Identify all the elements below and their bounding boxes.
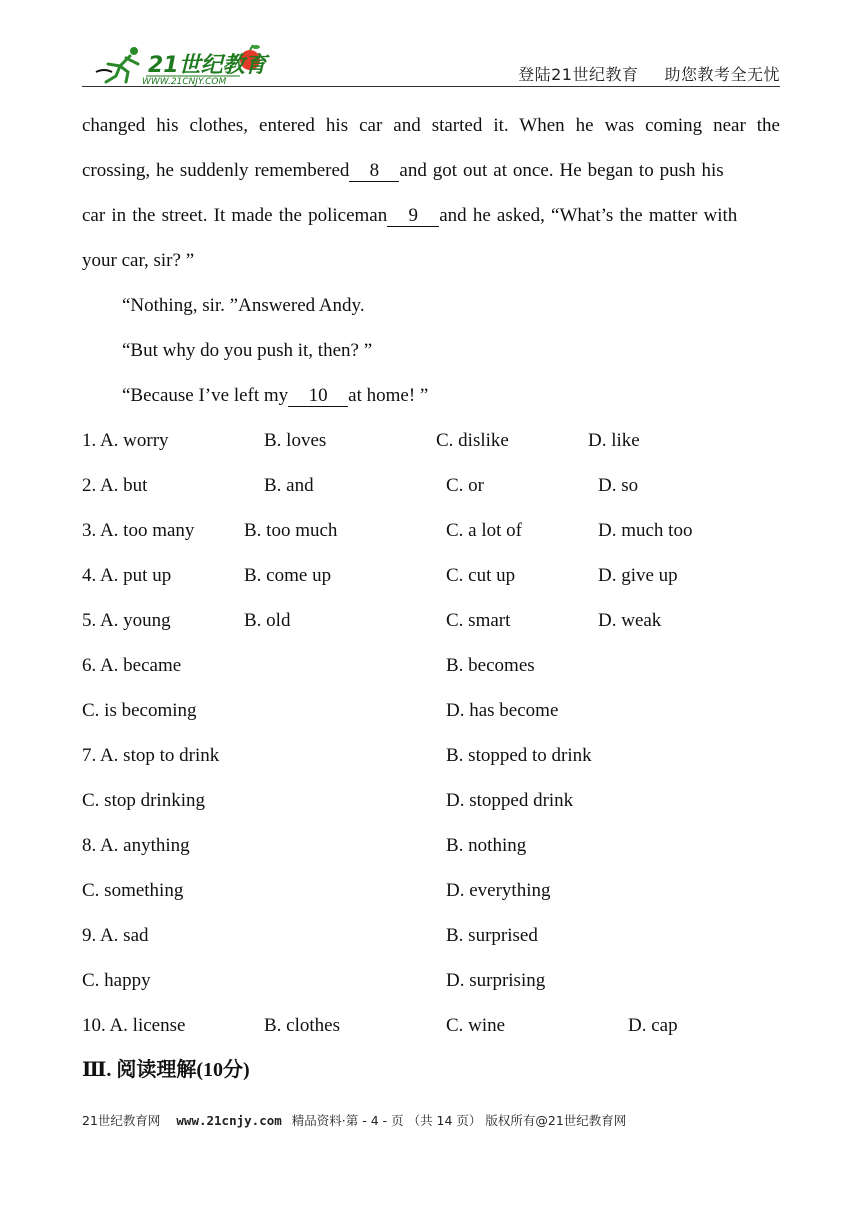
dialogue-line-1: “Nothing, sir. ”Answered Andy. — [122, 295, 365, 316]
section-title: Ⅲ. 阅读理解(10分) — [82, 1059, 250, 1081]
option-c: C. stop drinking — [82, 790, 205, 811]
question-4 — [82, 553, 780, 598]
option-d: D. like — [588, 430, 640, 451]
question-10 — [82, 1003, 780, 1048]
option-d: D. has become — [446, 700, 559, 721]
option-c: C. smart — [446, 610, 511, 631]
slogan-left: 登陆21世纪教育 — [518, 65, 639, 84]
option-b: B. becomes — [446, 655, 535, 676]
option-d: D. everything — [446, 880, 551, 901]
option-a: 5. A. young — [82, 610, 171, 631]
question-8-cont — [82, 868, 780, 913]
question-9-cont — [82, 958, 780, 1003]
option-c: C. something — [82, 880, 184, 901]
passage-line-3 — [82, 193, 780, 238]
dialogue-line-2: “But why do you push it, then? ” — [122, 340, 373, 361]
option-d: D. much too — [598, 520, 693, 541]
passage-line-2 — [82, 148, 780, 193]
question-7-cont — [82, 778, 780, 823]
footer-site: 21世纪教育网 — [82, 1113, 161, 1128]
option-a: 10. A. license — [82, 1015, 186, 1036]
option-c: C. is becoming — [82, 700, 197, 721]
question-2 — [82, 463, 780, 508]
option-c: C. dislike — [436, 430, 509, 451]
blank-10: 10 — [288, 386, 348, 407]
option-c: C. wine — [446, 1015, 506, 1036]
option-a: 9. A. sad — [82, 925, 149, 946]
option-b: B. old — [244, 610, 291, 631]
option-c: C. a lot of — [446, 520, 522, 541]
passage-text: at home! ” — [348, 385, 429, 406]
option-b: B. and — [264, 475, 314, 496]
header-rule — [82, 86, 780, 87]
page-header — [82, 40, 780, 90]
option-b: B. loves — [264, 430, 327, 451]
dialogue-line-3 — [82, 373, 780, 418]
question-9 — [82, 913, 780, 958]
passage-text: and got out at once. He began to push his — [399, 160, 724, 181]
question-7 — [82, 733, 780, 778]
question-6 — [82, 643, 780, 688]
question-8 — [82, 823, 780, 868]
page-footer — [82, 1111, 626, 1129]
option-a: 4. A. put up — [82, 565, 172, 586]
passage-text: “Because I’ve left my — [122, 385, 289, 406]
option-d: D. give up — [598, 565, 678, 586]
question-1 — [82, 418, 780, 463]
option-d: D. cap — [628, 1015, 678, 1036]
option-d: D. weak — [598, 610, 662, 631]
question-6-cont — [82, 688, 780, 733]
option-b: B. come up — [244, 565, 332, 586]
question-3 — [82, 508, 780, 553]
option-a: 3. A. too many — [82, 520, 195, 541]
option-a: 1. A. worry — [82, 430, 169, 451]
option-d: D. surprising — [446, 970, 546, 991]
document-body — [82, 103, 780, 1093]
blank-9: 9 — [387, 206, 439, 227]
slogan-right: 助您教考全无忧 — [664, 65, 780, 84]
footer-url[interactable]: www.21cnjy.com — [176, 1113, 282, 1128]
option-d: D. stopped drink — [446, 790, 574, 811]
option-b: B. nothing — [446, 835, 527, 856]
option-b: B. too much — [244, 520, 338, 541]
option-b: B. clothes — [264, 1015, 340, 1036]
svg-text:WWW.21CNJY.COM: WWW.21CNJY.COM — [142, 77, 227, 87]
option-b: B. surprised — [446, 925, 538, 946]
option-c: C. cut up — [446, 565, 516, 586]
footer-info: 精品资料·第 - 4 - 页 （共 14 页） 版权所有@21世纪教育网 — [291, 1113, 627, 1128]
option-a: 7. A. stop to drink — [82, 745, 220, 766]
header-slogan — [518, 62, 780, 85]
option-c: C. or — [446, 475, 484, 496]
passage-text: and he asked, “What’s the matter with — [439, 205, 738, 226]
passage-text: crossing, he suddenly remembered — [82, 160, 350, 181]
passage-text: car in the street. It made the policeman — [82, 205, 388, 226]
logo-21cnjy — [90, 42, 280, 88]
option-d: D. so — [598, 475, 639, 496]
option-b: B. stopped to drink — [446, 745, 592, 766]
option-a: 2. A. but — [82, 475, 148, 496]
svg-text:21世纪教育: 21世纪教育 — [148, 53, 267, 78]
option-a: 8. A. anything — [82, 835, 190, 856]
question-5 — [82, 598, 780, 643]
option-a: 6. A. became — [82, 655, 182, 676]
passage-line-1: changed his clothes, entered his car and started it. When he was coming near the — [82, 115, 780, 136]
passage-line-4: your car, sir? ” — [82, 250, 195, 271]
option-c: C. happy — [82, 970, 151, 991]
blank-8: 8 — [349, 161, 399, 182]
